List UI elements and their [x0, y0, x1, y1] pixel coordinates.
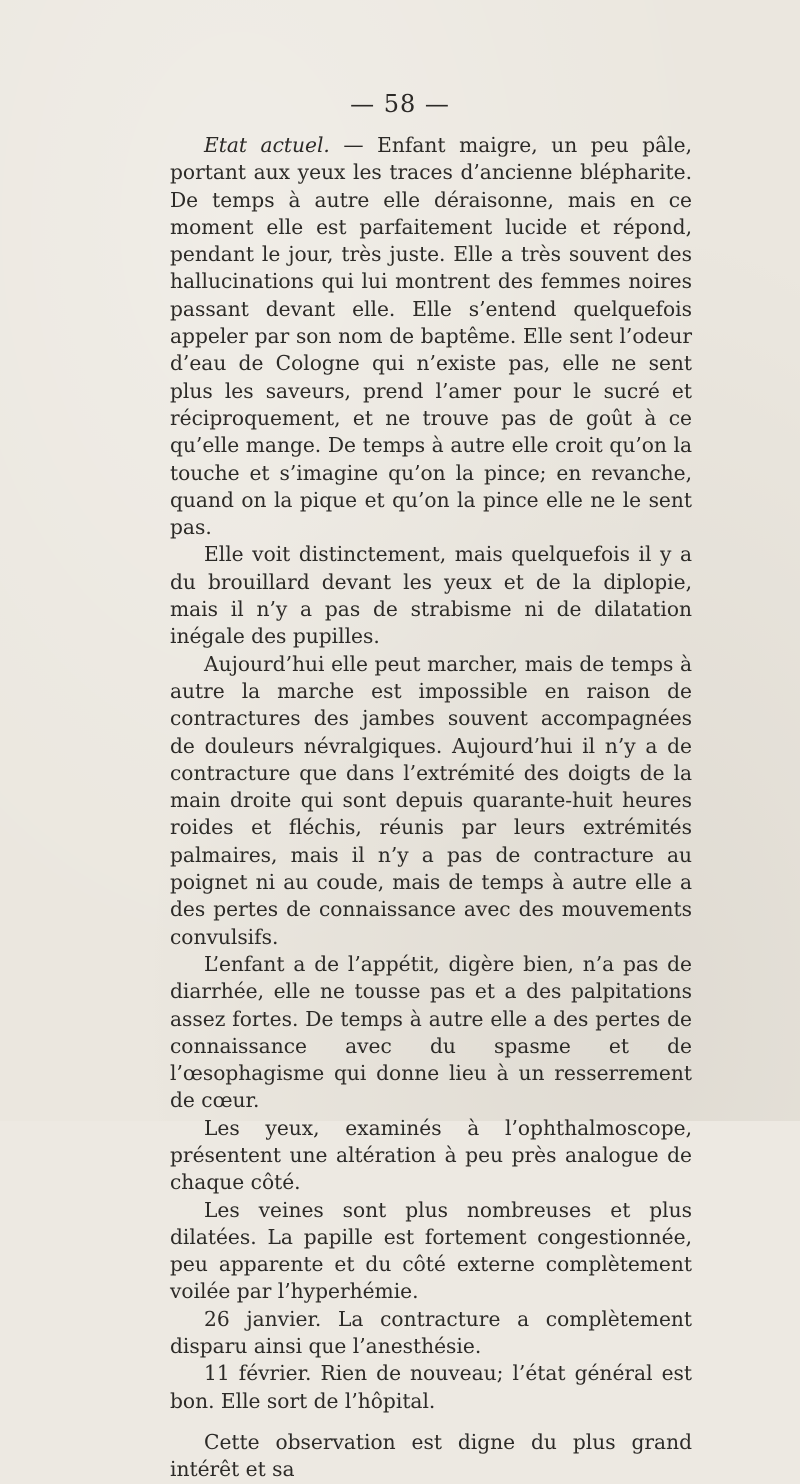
paragraph-veines: Les veines sont plus nombreuses et plus dilatées. La papille est fortement congestionnée, peu apparente et du côté externe complètement voilée par l’hyperhémie. — [170, 1197, 692, 1304]
paragraph-observation: Cette observation est digne du plus grand intérêt et sa — [170, 1429, 692, 1482]
page-number: — 58 — — [350, 90, 450, 118]
section-lead: Etat actuel. — [204, 133, 330, 157]
paragraph-11-fevrier: 11 février. Rien de nouveau; l’état général est bon. Elle sort de l’hôpital. — [170, 1361, 692, 1413]
paragraph-appetit: L’enfant a de l’appétit, digère bien, n’a pas de diarrhée, elle ne tousse pas et a des palpitations assez fortes. De temps à autre elle a des pertes de connaissance avec du spasme et de l’œsophagisme qui donne lieu à un resserrement de cœur. — [170, 951, 692, 1113]
paragraph-yeux: Les yeux, examinés à l’ophthalmoscope, présentent une altération à peu près analogue de chaque côté. — [170, 1115, 692, 1195]
body-text — [170, 132, 692, 1484]
paragraph-vision: Elle voit distinctement, mais quelquefois il y a du brouillard devant les yeux et de la diplopie, mais il n’y a pas de strabisme ni de dilatation inégale des pupilles. — [170, 542, 692, 649]
paragraph-text: — Enfant maigre, un peu pâle, portant aux yeux les traces d’ancienne blépharite. De temps à autre elle déraisonne, mais en ce moment elle est parfaitement lucide et répond, pendant le jour, très juste. Elle a très souvent des hallucinations qui lui montrent des femmes noires passant devant elle. Elle s’entend quelquefois appeler par son nom de baptême. Elle sent l’odeur d’eau de Cologne qui n’existe pas, elle ne sent plus les saveurs, prend l’amer pour le sucré et réciproquement, et ne trouve pas de goût à ce qu’elle mange. De temps à autre elle croit qu’on la touche et s’imagine qu’on la pince; en revanche, quand on la pique et qu’on la pince elle ne le sent pas. — [170, 133, 692, 540]
paragraph-26-janvier: 26 janvier. La contracture a complètement disparu ainsi que l’anesthésie. — [170, 1306, 692, 1359]
paragraph-etat-actuel — [170, 132, 692, 541]
paragraph-marche: Aujourd’hui elle peut marcher, mais de temps à autre la marche est impossible en raison de contractures des jambes souvent accompagnées de douleurs névralgiques. Aujourd’hui il n’y a de contracture que dans l’extrémité des doigts de la main droite qui sont depuis quarante-huit heures roides et fléchis, réunis par leurs extrémités palmaires, mais il n’y a pas de contracture au poignet ni au coude, mais de temps à autre elle a des pertes de connaissance avec des mouvements convulsifs. — [170, 651, 692, 949]
